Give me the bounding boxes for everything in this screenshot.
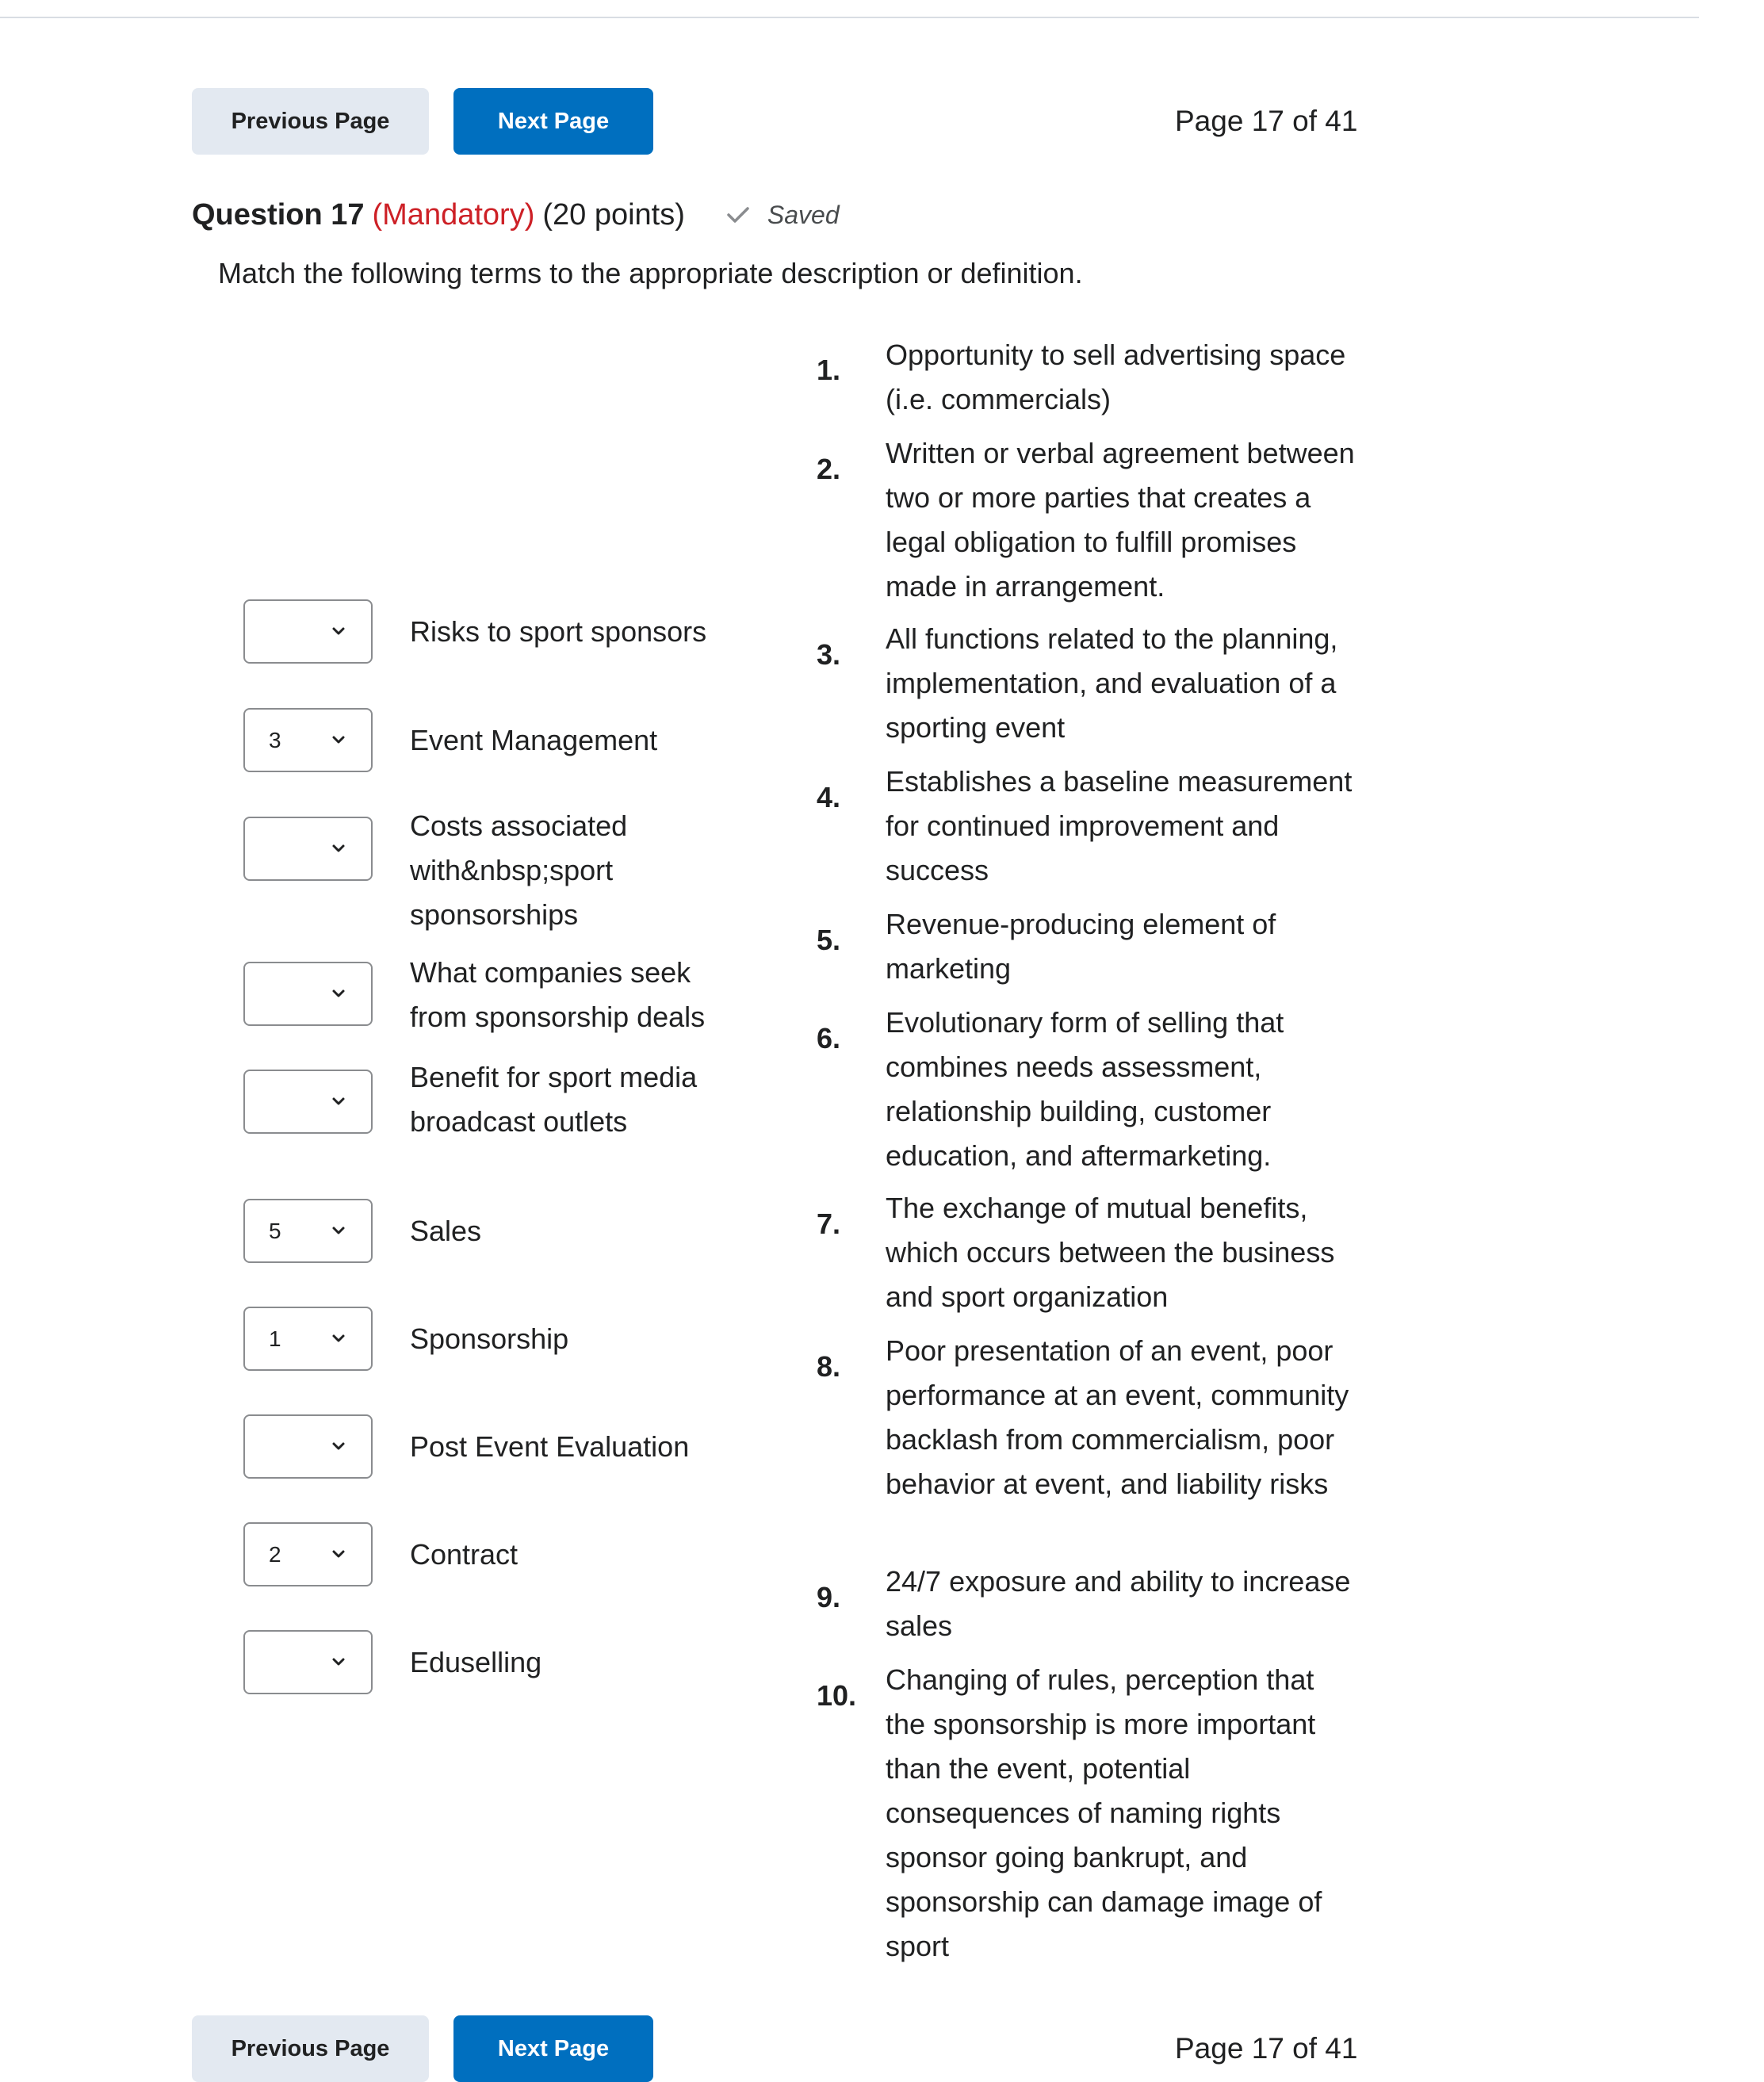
chevron-down-icon [331,986,346,1001]
chevron-down-icon [331,1546,346,1562]
term-label: Risks to sport sponsors [410,615,707,648]
definition-number: 8. [817,1350,841,1383]
page-indicator: Page 17 of 41 [1175,2032,1358,2065]
chevron-down-icon [331,623,346,639]
chevron-down-icon [331,1223,346,1238]
match-select[interactable] [243,1522,373,1586]
top-pagination [192,88,1365,155]
previous-page-button[interactable]: Previous Page [192,2015,429,2082]
definition-text: Written or verbal agreement between two or more parties that creates a legal obligation to fulfill promises made in arrangement. [886,437,1355,603]
term-label: What companies seek from sponsorship deals [410,956,706,1033]
definition-text: Opportunity to sell advertising space (i.e. commercials) [886,339,1346,415]
select-value: 3 [269,728,281,752]
select-value: 1 [269,1326,281,1351]
term-label: Sponsorship [410,1322,569,1355]
match-select[interactable] [243,708,373,772]
saved-text: Saved [767,200,840,229]
definition-text: Revenue-producing element of marketing [886,908,1276,985]
definition-text: The exchange of mutual benefits, which occurs between the business and sport organization [886,1192,1335,1313]
match-select[interactable] [243,1199,373,1263]
term-label: Costs associated with&nbsp;sport sponsorships [410,809,628,931]
definition-number: 3. [817,638,841,671]
top-divider [0,17,1699,18]
question-points: (20 points) [542,197,685,232]
chevron-down-icon [331,732,346,748]
next-page-button[interactable]: Next Page [453,88,653,155]
match-select[interactable] [243,599,373,664]
checkmark-icon [726,205,750,224]
term-label: Contract [410,1538,518,1571]
definition-number: 7. [817,1207,841,1240]
match-select[interactable] [243,1070,373,1134]
definition-text: Changing of rules, perception that the sponsorship is more important than the event, potential consequences of naming rights sponsor going bankrupt, and sponsorship can damage image of sport [886,1663,1322,1962]
bottom-pagination [192,2015,1365,2082]
chevron-down-icon [331,840,346,856]
select-value: 2 [269,1542,281,1567]
definition-text: Evolutionary form of selling that combines needs assessment, relationship building, customer education, and aftermarketing. [886,1006,1284,1172]
match-select[interactable] [243,817,373,881]
term-label: Event Management [410,724,658,756]
definition-number: 10. [817,1679,857,1712]
term-label: Sales [410,1215,482,1247]
match-select[interactable] [243,962,373,1026]
select-value: 5 [269,1219,281,1243]
question-instruction: Match the following terms to the appropriate description or definition. [218,257,1083,289]
next-page-button[interactable]: Next Page [453,2015,653,2082]
previous-page-button[interactable]: Previous Page [192,88,429,155]
definition-number: 5. [817,924,841,956]
chevron-down-icon [331,1093,346,1109]
page-indicator: Page 17 of 41 [1175,105,1358,137]
term-label: Benefit for sport media broadcast outlets [410,1061,698,1138]
match-select[interactable] [243,1307,373,1371]
definition-number: 6. [817,1022,841,1054]
definition-text: 24/7 exposure and ability to increase sales [886,1565,1351,1642]
definition-number: 4. [817,781,841,813]
definition-number: 1. [817,354,841,386]
match-select[interactable] [243,1630,373,1694]
definition-number: 2. [817,453,841,485]
definition-text: All functions related to the planning, implementation, and evaluation of a sporting event [886,622,1338,744]
term-label: Post Event Evaluation [410,1430,690,1463]
definition-text: Poor presentation of an event, poor performance at an event, community backlash from commercialism, poor behavior at event, and liability risks [886,1334,1349,1500]
match-select[interactable] [243,1414,373,1479]
chevron-down-icon [331,1654,346,1670]
saved-status [726,201,840,230]
definition-text: Establishes a baseline measurement for continued improvement and success [886,765,1353,886]
mandatory-label: (Mandatory) [372,197,535,232]
chevron-down-icon [331,1438,346,1454]
term-label: Eduselling [410,1646,542,1678]
chevron-down-icon [331,1330,346,1346]
question-header [192,193,840,236]
question-title: Question 17 [192,197,365,232]
definition-number: 9. [817,1581,841,1613]
